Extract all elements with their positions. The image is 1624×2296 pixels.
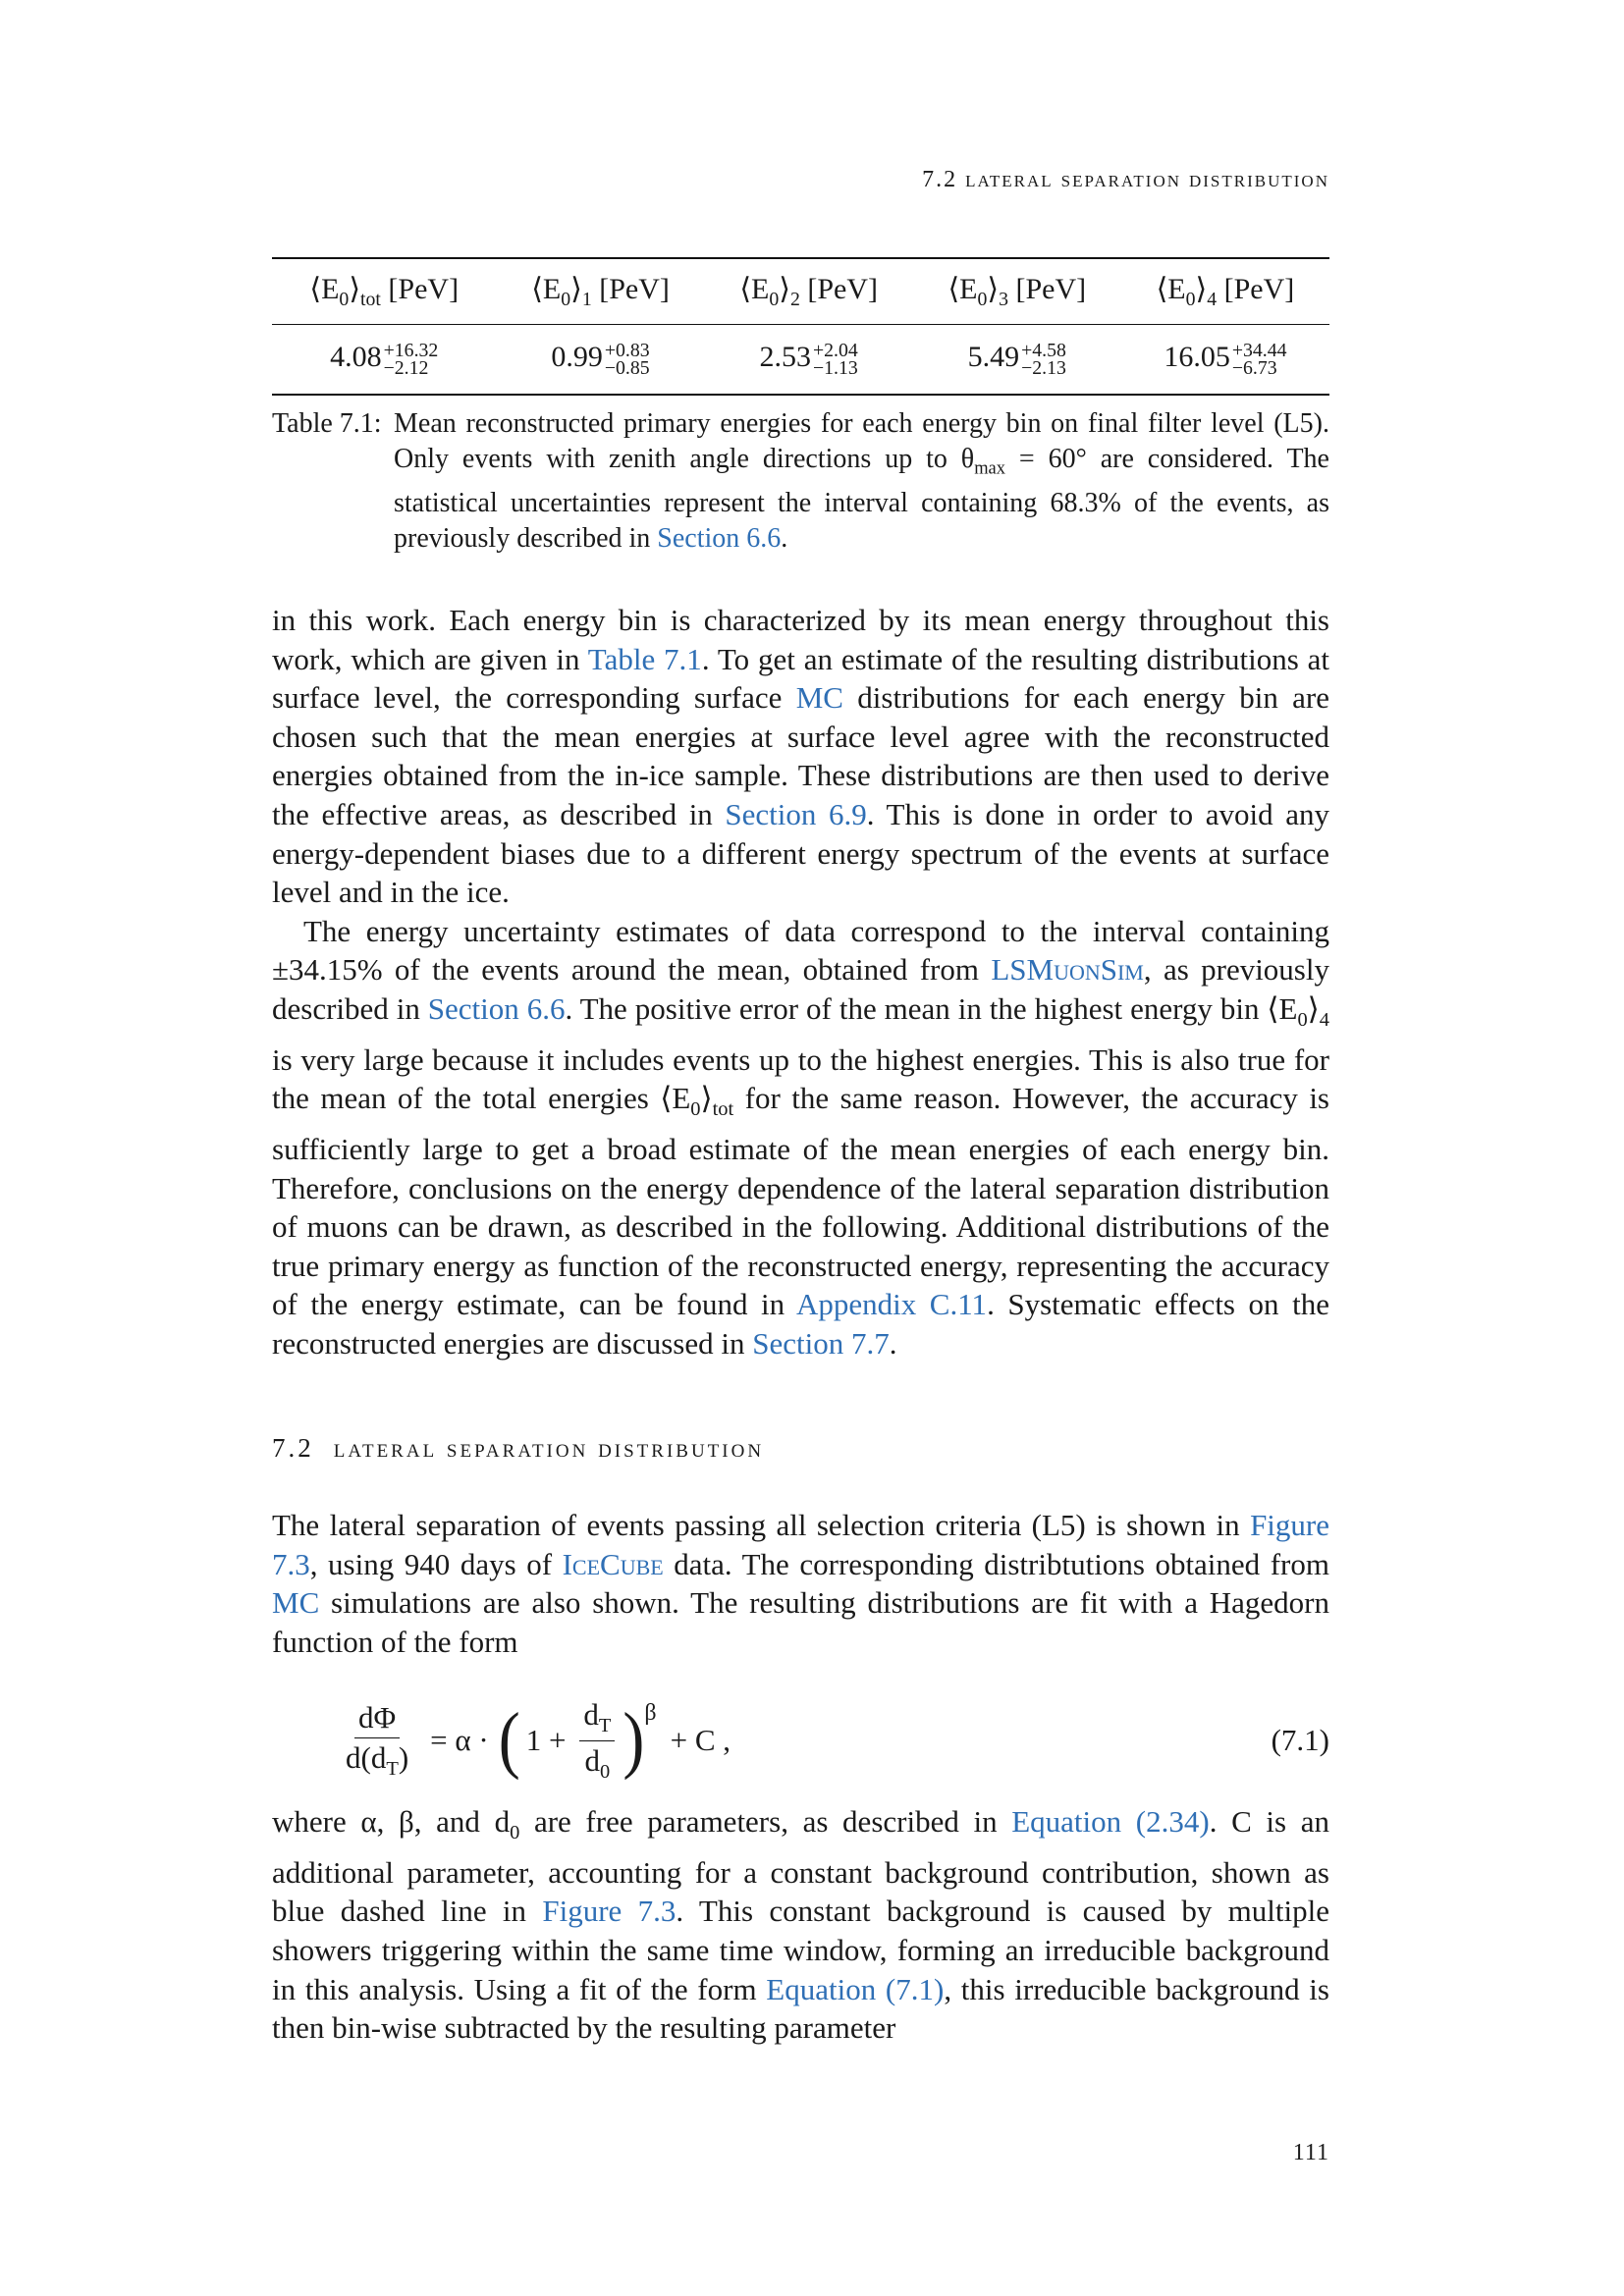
lsmuonsim-link[interactable]: LSMuonSim <box>991 952 1144 988</box>
page-number: 111 <box>1292 2140 1329 2165</box>
figure-link[interactable]: Figure 7.3 <box>272 1508 1329 1581</box>
icecube-link[interactable]: IceCube <box>562 1546 664 1581</box>
equation-7-1 <box>334 1696 1329 1785</box>
equation-link[interactable]: Equation (7.1) <box>766 1971 945 2006</box>
table-row <box>272 325 1329 396</box>
table-cell: 2.53 +2.04 −1.13 <box>759 340 858 380</box>
caption-section-link[interactable]: Section 6.6 <box>657 522 782 554</box>
paragraph: in this work. Each energy bin is characterized by its mean energy throughout this work, which are given in Table 7.1. To get an estimate of the resulting distributions at surface level, the corresponding surface MC distributions for each energy bin are chosen such that the mean energies at surface level agree with the reconstructed energies obtained from the in-ice sample. These distributions are then used to derive the effective areas, as described in Section 6.9. This is done in order to avoid any energy-dependent biases due to a different energy spectrum of the events at surface level and in the ice. <box>272 603 1329 910</box>
body-block-1 <box>272 601 1329 1363</box>
table-header-cell: $⟨E_0⟩_{tot}$ [PeV] <box>309 273 460 310</box>
paragraph: The energy uncertainty estimates of data correspond to the interval containing ±34.15% of the events around the mean, obtained from LSMuonSim, as previously described in Section 6.6. The positive error of the mean in the highest energy bin $⟨E_0⟩_4$ is very large because it includes events up to the highest energies. This is also true for the mean of the total energies $⟨E_0⟩_{tot}$ for the same reason. However, the accuracy is sufficiently large to get a broad estimate of the mean energies of each energy bin. Therefore, conclusions on the energy dependence of the lateral separation distribution of muons can be drawn, as described in the following. Additional distributions of the true primary energy as function of the reconstructed energy, representing the accuracy of the energy estimate, can be found in Appendix C.11. Systematic effects on the reconstructed energies are discussed in Section 7.7. <box>272 913 1329 1362</box>
section-number: 7.2 <box>272 1433 314 1463</box>
table-cell: 5.49 +4.58 −2.13 <box>967 340 1066 380</box>
table-header-cell: $⟨E_0⟩_3$ [PeV] <box>947 273 1087 310</box>
table-header-cell: $⟨E_0⟩_2$ [PeV] <box>739 273 878 310</box>
appendix-link[interactable]: Appendix C.11 <box>795 1287 988 1322</box>
table-caption <box>272 406 1329 557</box>
mc-link[interactable]: MC <box>795 680 843 716</box>
table-cell: 4.08 +16.32 −2.12 <box>330 340 439 380</box>
energy-table <box>272 257 1329 396</box>
paragraph: where α, β, and $d_0$ are free parameters, as described in Equation (2.34). C is an additional parameter, accounting for a constant background contribution, shown as blue dashed line in Figure 7.3. This constant background is caused by multiple showers triggering within the same time window, forming an irreducible background in this analysis. Using a fit of the form Equation (7.1), this irreducible background is then bin-wise subtracted by the resulting parameter <box>272 1804 1329 2046</box>
equation-inner-fraction: $\frac{d_T}{d_0}$ <box>579 1697 615 1783</box>
equation-fraction: $\frac{d\Phi}{d(d_T)}$ <box>346 1699 409 1781</box>
equation-content: $\frac{d\Phi}{d(d_T)}$ = α · ( 1 + $\frac{d_T}{d_0}$ ) $^\beta$ + C , <box>334 1696 731 1785</box>
body-block-3 <box>272 1802 1329 2048</box>
table-header-row <box>272 258 1329 325</box>
section-heading <box>272 1433 764 1464</box>
table-link[interactable]: Table 7.1 <box>587 641 702 676</box>
caption-text: Mean reconstructed primary energies for each energy bin on final filter level (L5). Only events with zenith angle directions up to $\theta_{max} = 60^\circ$ are considered. The statistical uncertainties represent the interval containing 68.3% of the events, as previously described in Section 6.6. <box>394 408 1329 554</box>
section-link[interactable]: Section 7.7 <box>752 1326 890 1362</box>
running-head: 7.2 lateral separation distribution <box>922 167 1329 192</box>
figure-link[interactable]: Figure 7.3 <box>542 1894 677 1929</box>
equation-number: (7.1) <box>1271 1723 1329 1757</box>
body-block-2 <box>272 1506 1329 1661</box>
section-link[interactable]: Section 6.6 <box>427 990 566 1026</box>
paragraph: The lateral separation of events passing all selection criteria (L5) is shown in Figure 7.3, using 940 days of IceCube data. The corresponding distribtutions obtained from MC simulations are also shown. The resulting distributions are fit with a Hagedorn function of the form <box>272 1508 1329 1659</box>
section-title: lateral separation distribution <box>333 1433 765 1463</box>
caption-label: Table 7.1: <box>272 408 382 439</box>
table-header-cell: $⟨E_0⟩_4$ [PeV] <box>1156 273 1295 310</box>
mc-link[interactable]: MC <box>272 1585 320 1621</box>
equation-link[interactable]: Equation (2.34) <box>1011 1804 1210 1839</box>
section-link[interactable]: Section 6.9 <box>725 796 867 831</box>
table-cell: 0.99 +0.83 −0.85 <box>551 340 650 380</box>
table-cell: 16.05 +34.44 −6.73 <box>1164 340 1287 380</box>
table-header-cell: $⟨E_0⟩_1$ [PeV] <box>531 273 670 310</box>
